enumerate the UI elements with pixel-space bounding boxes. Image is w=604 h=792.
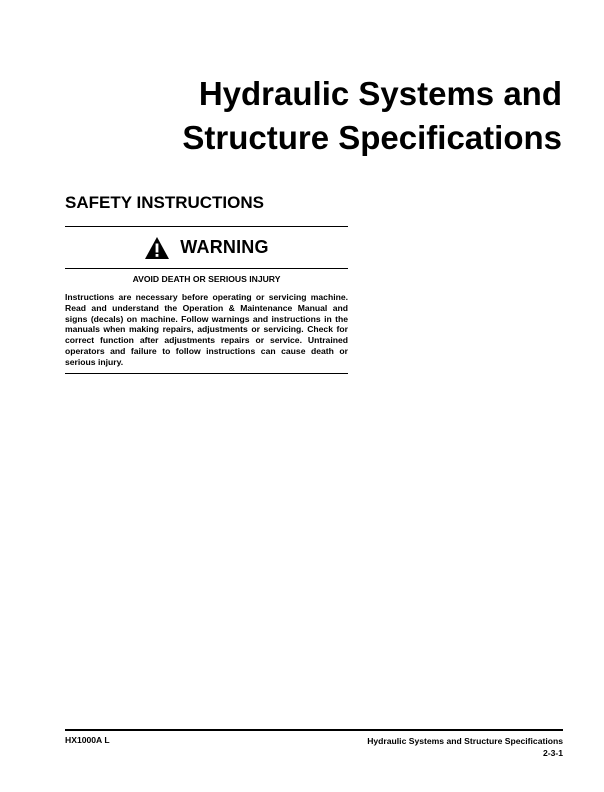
warning-bottom-rule [65, 373, 348, 374]
page-title-line-2: Structure Specifications [182, 119, 562, 156]
warning-mid-rule [65, 268, 348, 269]
section-heading: SAFETY INSTRUCTIONS [65, 193, 264, 212]
page-title-line-1: Hydraulic Systems and [198, 75, 562, 112]
footer-model: HX1000A L [65, 735, 110, 745]
warning-title: WARNING [180, 237, 269, 257]
footer-info [367, 735, 563, 759]
footer-rule [65, 729, 563, 731]
warning-body: Instructions are necessary before operating or servicing machine. Read and understand the Operation & Maintenance Manual and signs (decals) on machine. Follow warnings and instructions in the manuals when making repairs, adjustments or servicing. Check for correct function after adjustments repairs or service. Untrained operators and failure to follow instructions can cause death or serious injury. [65, 292, 348, 367]
warning-box [65, 226, 348, 374]
warning-header [65, 227, 348, 268]
page-title [182, 72, 562, 160]
warning-subtitle: AVOID DEATH OR SERIOUS INJURY [132, 274, 281, 284]
warning-triangle-icon [144, 236, 170, 260]
footer-chapter: Hydraulic Systems and Structure Specifications [367, 736, 563, 746]
footer-page-number: 2-3-1 [542, 748, 563, 758]
